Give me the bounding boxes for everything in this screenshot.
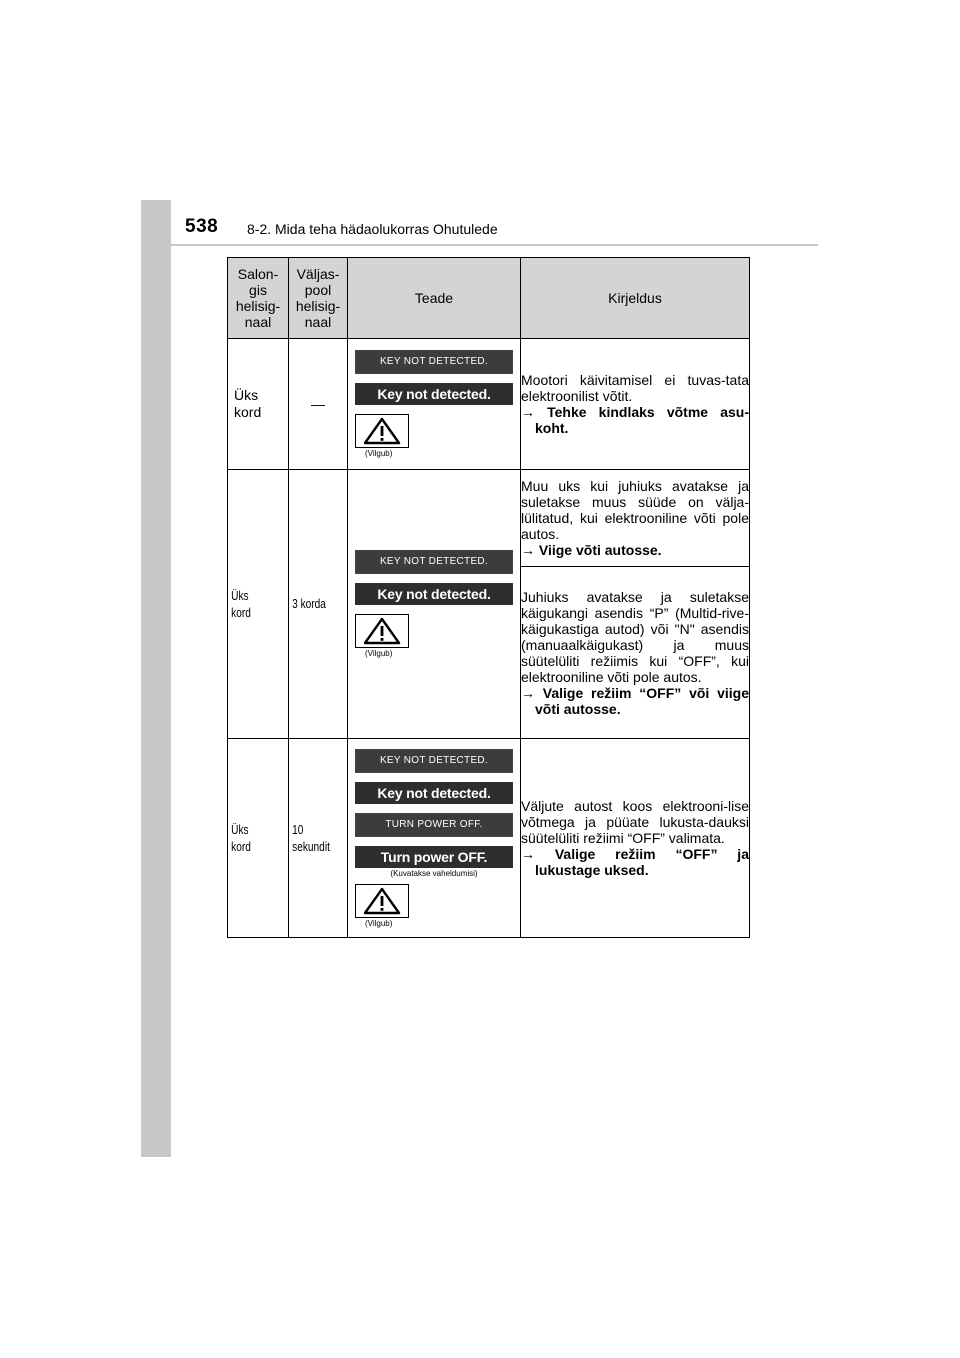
interior-buzzer-cell [228,470,289,739]
description-text: Muu uks kui juhiuks avatakse ja suletakse muus süüde on välja-lülitatud, kui elektrooniline võti pole autos. [521,478,749,542]
warning-table [227,257,750,938]
table-header-row [228,258,750,339]
warning-triangle-icon [355,614,409,648]
page-header [141,200,818,246]
description-cell [521,739,750,938]
message-lower: Key not detected. [355,383,513,405]
interior-buzzer-value: Üks kord [234,387,262,420]
description-text: Väljute autost koos elektrooni-lise võtmega ja püüate lukusta-dauksi süütelüliti režiimi “OFF” valimata. [521,798,749,846]
table-row [228,739,750,938]
message-upper: KEY NOT DETECTED. [355,550,513,574]
description-action: → Viige võti autosse. [521,542,662,558]
message-lower: Key not detected. [355,583,513,605]
header-description: Kirjeldus [521,258,750,339]
section-title: 8-2. Mida teha hädaolukorras Ohutulede [247,221,498,237]
page-number: 538 [185,216,219,237]
header-message: Teade [348,258,521,339]
flash-caption: (Vilgub) [365,649,393,658]
description-action: → Tehke kindlaks võtme asu-koht. [521,404,749,436]
message-cell [348,739,521,938]
interior-buzzer-value: Üks kord [231,821,251,854]
warning-triangle-icon [355,414,409,448]
interior-buzzer-value: Üks kord [231,587,251,620]
description-action: → Valige režiim “OFF” või viige võti autosse. [521,684,749,717]
header-rule [171,244,818,246]
table-row [228,339,750,470]
message-cell [348,339,521,470]
table-row [228,470,750,567]
exterior-buzzer-value: 10 sekundit [292,821,330,854]
message-upper: KEY NOT DETECTED. [355,350,513,374]
interior-buzzer-cell [228,739,289,938]
exterior-buzzer-value: — [311,396,325,412]
message-cell [348,470,521,739]
message-lower-alt: Turn power OFF. [355,846,513,868]
exterior-buzzer-cell [289,470,348,739]
header-interior-buzzer: Salon- gis helisig- naal [228,258,289,339]
message-upper: KEY NOT DETECTED. [355,749,513,773]
exterior-buzzer-cell [289,339,348,470]
exterior-buzzer-value: 3 korda [292,596,326,611]
description-action: → Valige režiim “OFF” ja lukustage uksed. [521,846,749,878]
exterior-buzzer-cell [289,739,348,938]
warning-triangle-icon [355,884,409,918]
flash-caption: (Vilgub) [365,918,393,928]
description-text: Juhiuks avatakse ja suletakse käigukangi asendis “P” (Multid-rive-käigukastiga autod) või "N" asendis (manuaalkäigukast) ja muus süütelüliti režiimis kui “OFF”, kui elektrooniline võti pole autos. [521,588,749,685]
flash-caption: (Vilgub) [365,449,393,458]
message-lower: Key not detected. [355,782,513,804]
interior-buzzer-cell [228,339,289,470]
description-cell [521,470,750,567]
header-exterior-buzzer: Väljas- pool helisig- naal [289,258,348,339]
alternate-caption: (Kuvatakse vaheldumisi) [390,868,478,878]
description-text: Mootori käivitamisel ei tuvas-tata elektroonilist võtit. [521,372,749,404]
message-upper-alt: TURN POWER OFF. [355,813,513,837]
description-cell [521,339,750,470]
description-cell [521,567,750,739]
header-tab [141,200,171,246]
side-band [141,200,171,1157]
